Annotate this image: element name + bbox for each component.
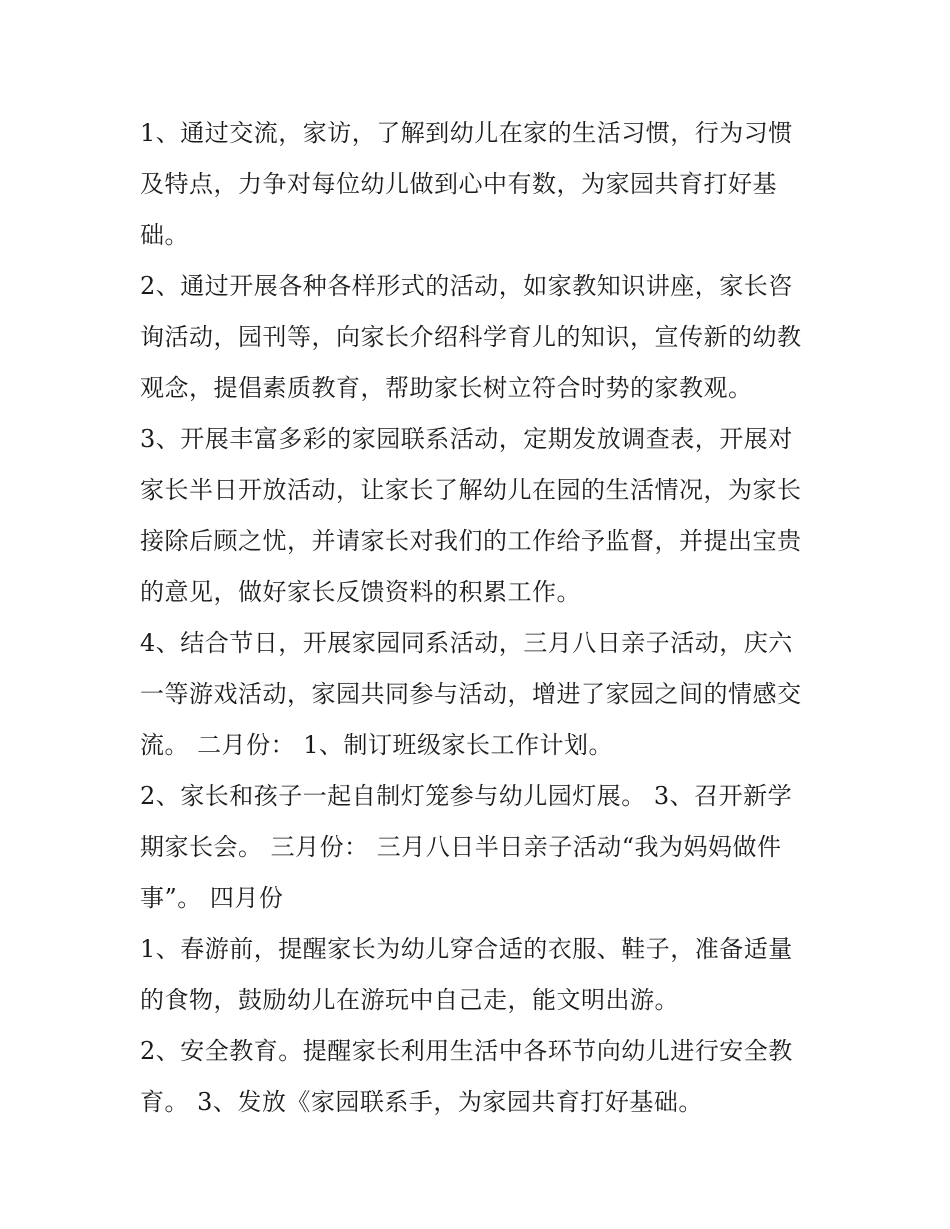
text-line: 观念，提倡素质教育，帮助家长树立符合时势的家教观。	[140, 374, 753, 402]
text-line: 一等游戏活动，家园共同参与活动，增进了家园之间的情感交	[140, 680, 802, 708]
text-line: 2、安全教育。提醒家长利用生活中各环节向幼儿进行安全教	[140, 1037, 793, 1065]
text-line: 3、开展丰富多彩的家园联系活动，定期发放调查表，开展对	[140, 425, 793, 453]
text-line: 流。 二月份： 1、制订班级家长工作计划。	[140, 731, 614, 759]
text-line: 的食物，鼓励幼儿在游玩中自己走，能文明出游。	[140, 986, 679, 1014]
text-line: 及特点，力争对每位幼儿做到心中有数，为家园共育打好基	[140, 170, 777, 198]
text-line: 家长半日开放活动，让家长了解幼儿在园的生活情况，为家长	[140, 476, 802, 504]
text-line: 4、结合节日，开展家园同系活动，三月八日亲子活动，庆六	[140, 629, 793, 657]
text-line: 础。	[140, 221, 189, 249]
document-body	[140, 108, 820, 1128]
text-line: 接除后顾之忧，并请家长对我们的工作给予监督，并提出宝贵	[140, 527, 802, 555]
text-line: 事”。 四月份	[140, 884, 284, 912]
text-line: 2、家长和孩子一起自制灯笼参与幼儿园灯展。 3、召开新学	[140, 782, 793, 810]
text-line: 期家长会。 三月份： 三月八日半日亲子活动“我为妈妈做件	[140, 833, 782, 861]
text-line: 1、春游前，提醒家长为幼儿穿合适的衣服、鞋子，准备适量	[140, 935, 793, 963]
text-line: 育。 3、发放《家园联系手，为家园共育打好基础。	[140, 1088, 703, 1116]
text-line: 1、通过交流，家访，了解到幼儿在家的生活习惯，行为习惯	[140, 119, 793, 147]
text-line: 询活动，园刊等，向家长介绍科学育儿的知识，宣传新的幼教	[140, 323, 802, 351]
text-line: 2、通过开展各种各样形式的活动，如家教知识讲座，家长咨	[140, 272, 793, 300]
text-line: 的意见，做好家长反馈资料的积累工作。	[140, 578, 581, 606]
